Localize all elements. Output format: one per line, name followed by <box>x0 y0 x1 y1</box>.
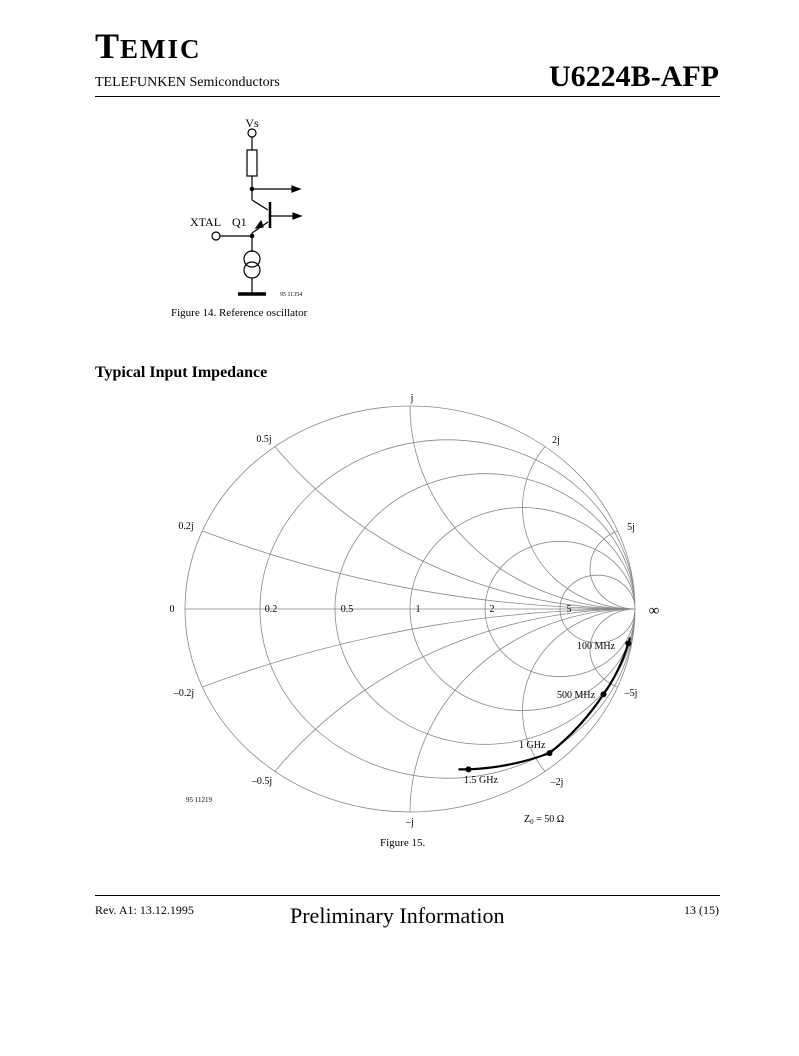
axis-label-2: 2 <box>489 604 495 615</box>
frequency-marker <box>601 691 607 697</box>
axis-label-1: 1 <box>415 604 421 615</box>
figure-15-caption: Figure 15. <box>380 837 426 849</box>
freq-label-500mhz: 500 MHz <box>557 690 596 701</box>
vs-label: Vs <box>245 116 259 130</box>
fig15-code: 95 11219 <box>186 796 212 804</box>
freq-label-1-5ghz: 1.5 GHz <box>464 775 498 786</box>
axis-label-infinity: ∞ <box>648 603 660 619</box>
reactance-arc <box>410 203 799 609</box>
preliminary-notice: Preliminary Information <box>290 903 505 928</box>
frequency-marker <box>547 750 553 756</box>
logo-rest: EMIC <box>120 34 202 64</box>
page-number: 13 (15) <box>684 903 719 917</box>
frequency-marker <box>466 766 472 772</box>
reactance-label-0-5j: 0.5j <box>256 434 272 445</box>
reactance-label-0-2j: 0.2j <box>178 521 194 532</box>
reactance-label-2j: 2j <box>552 435 560 446</box>
reactance-arc <box>185 0 799 609</box>
freq-label-100mhz: 100 MHz <box>577 641 616 652</box>
reactance-label-5j: 5j <box>627 522 635 533</box>
section-heading: Typical Input Impedance <box>95 364 268 381</box>
axis-label-0-5: 0.5 <box>340 604 354 615</box>
revision-date: Rev. A1: 13.12.1995 <box>95 903 194 917</box>
q1-label: Q1 <box>232 215 247 229</box>
reactance-label-j: j <box>410 393 414 404</box>
axis-label-0-2: 0.2 <box>264 604 278 615</box>
impedance-note: $Z_0 = 50$ Ω <box>524 814 565 826</box>
reactance-label-neg-0-5j: –0.5j <box>251 776 273 787</box>
figure-14-caption: Figure 14. Reference oscillator <box>171 307 308 319</box>
freq-label-1ghz: 1 GHz <box>519 740 546 751</box>
axis-label-5: 5 <box>566 604 572 615</box>
fig14-code: 95 11354 <box>280 292 303 298</box>
reactance-arc <box>185 609 799 860</box>
reactance-label-neg-j: –j <box>406 817 414 828</box>
frequency-marker <box>625 641 631 647</box>
logo-initial: T <box>95 26 121 66</box>
part-number: U6224B-AFP <box>549 60 719 93</box>
reactance-label-neg-0-2j: –0.2j <box>173 688 195 699</box>
reactance-label-neg-5j: –5j <box>624 688 638 699</box>
reactance-label-neg-2j: –2j <box>550 777 564 788</box>
company-name: TELEFUNKEN Semiconductors <box>95 75 280 90</box>
footer-divider <box>95 895 720 896</box>
axis-label-0: 0 <box>169 604 175 615</box>
xtal-label: XTAL <box>190 215 222 229</box>
reactance-arc <box>0 609 799 860</box>
